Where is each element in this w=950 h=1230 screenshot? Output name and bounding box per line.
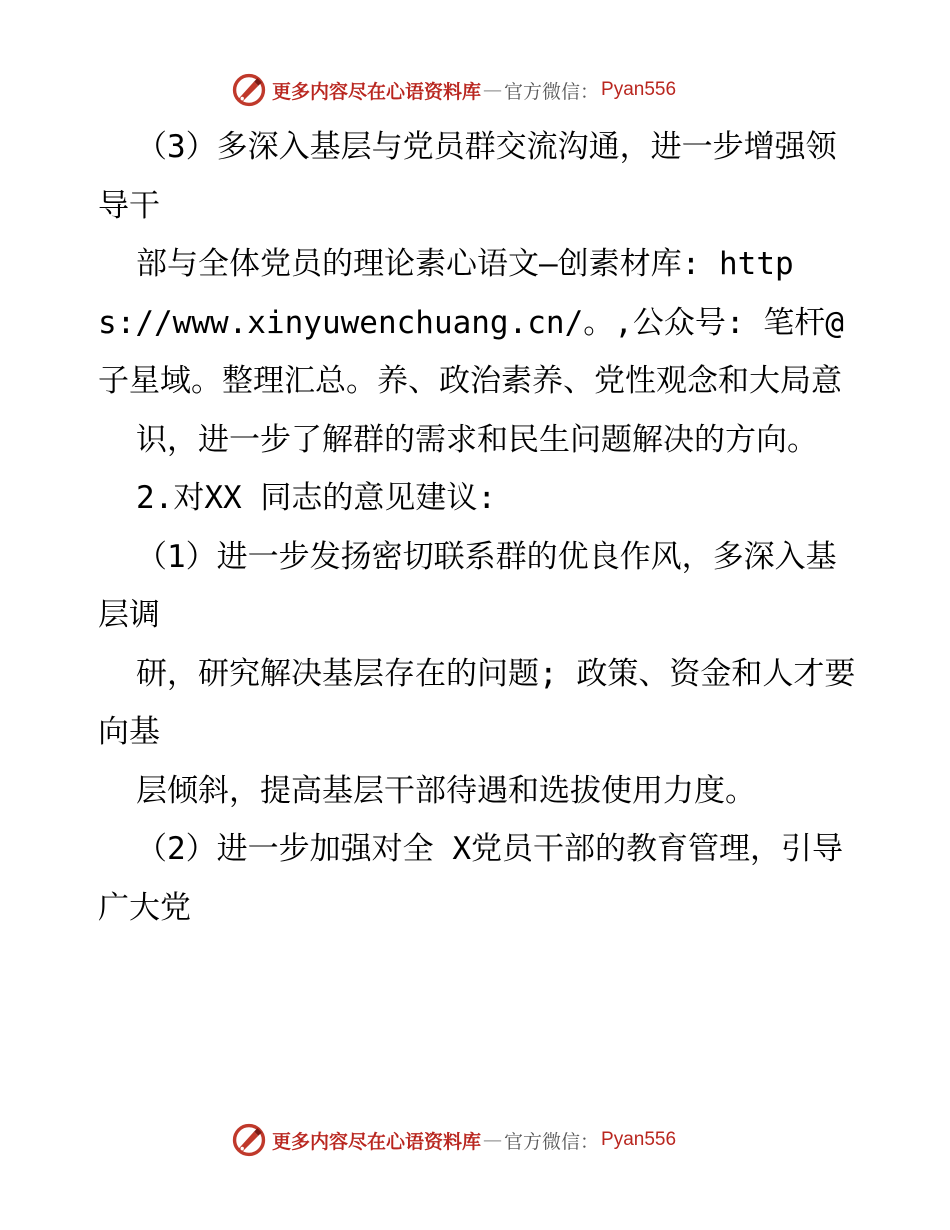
header-dash: — — [483, 79, 503, 101]
footer-wechat-label: 官方微信： — [504, 1130, 600, 1153]
paragraph-2: 部与全体党员的理论素心语文—创素材库: https://www.xinyuwenchuang.cn/。,公众号: 笔杆@子星域。整理汇总。养、政治素养、党性观念和大局意 — [98, 246, 844, 399]
header-wechat-label: 官方微信： — [504, 80, 600, 103]
header-banner[interactable] — [232, 70, 676, 110]
pen-logo-icon — [232, 1123, 266, 1157]
footer-wechat-id: Pyan556 — [601, 1129, 677, 1150]
paragraph-8: （2）进一步加强对全 X党员干部的教育管理，引导广大党 — [98, 831, 843, 926]
paragraph-5: （1）进一步发扬密切联系群的优良作风，多深入基层调 — [98, 538, 837, 633]
paragraph-7: 层倾斜，提高基层干部待遇和选拔使用力度。 — [136, 772, 756, 809]
paragraph-1: （3）多深入基层与党员群交流沟通，进一步增强领导干 — [98, 129, 837, 224]
document-body — [98, 118, 858, 937]
footer-dash: — — [483, 1129, 503, 1151]
header-wechat-id: Pyan556 — [601, 79, 677, 100]
paragraph-6: 研，研究解决基层存在的问题; 政策、资金和人才要向基 — [98, 655, 856, 750]
footer-banner[interactable] — [232, 1120, 676, 1160]
header-site-text: 更多内容尽在心语资料库 — [272, 80, 482, 103]
footer-site-text: 更多内容尽在心语资料库 — [272, 1130, 482, 1153]
pen-logo-icon — [232, 73, 266, 107]
paragraph-3: 识，进一步了解群的需求和民生问题解决的方向。 — [136, 421, 818, 458]
paragraph-4: 2.对XX 同志的意见建议: — [136, 480, 496, 516]
